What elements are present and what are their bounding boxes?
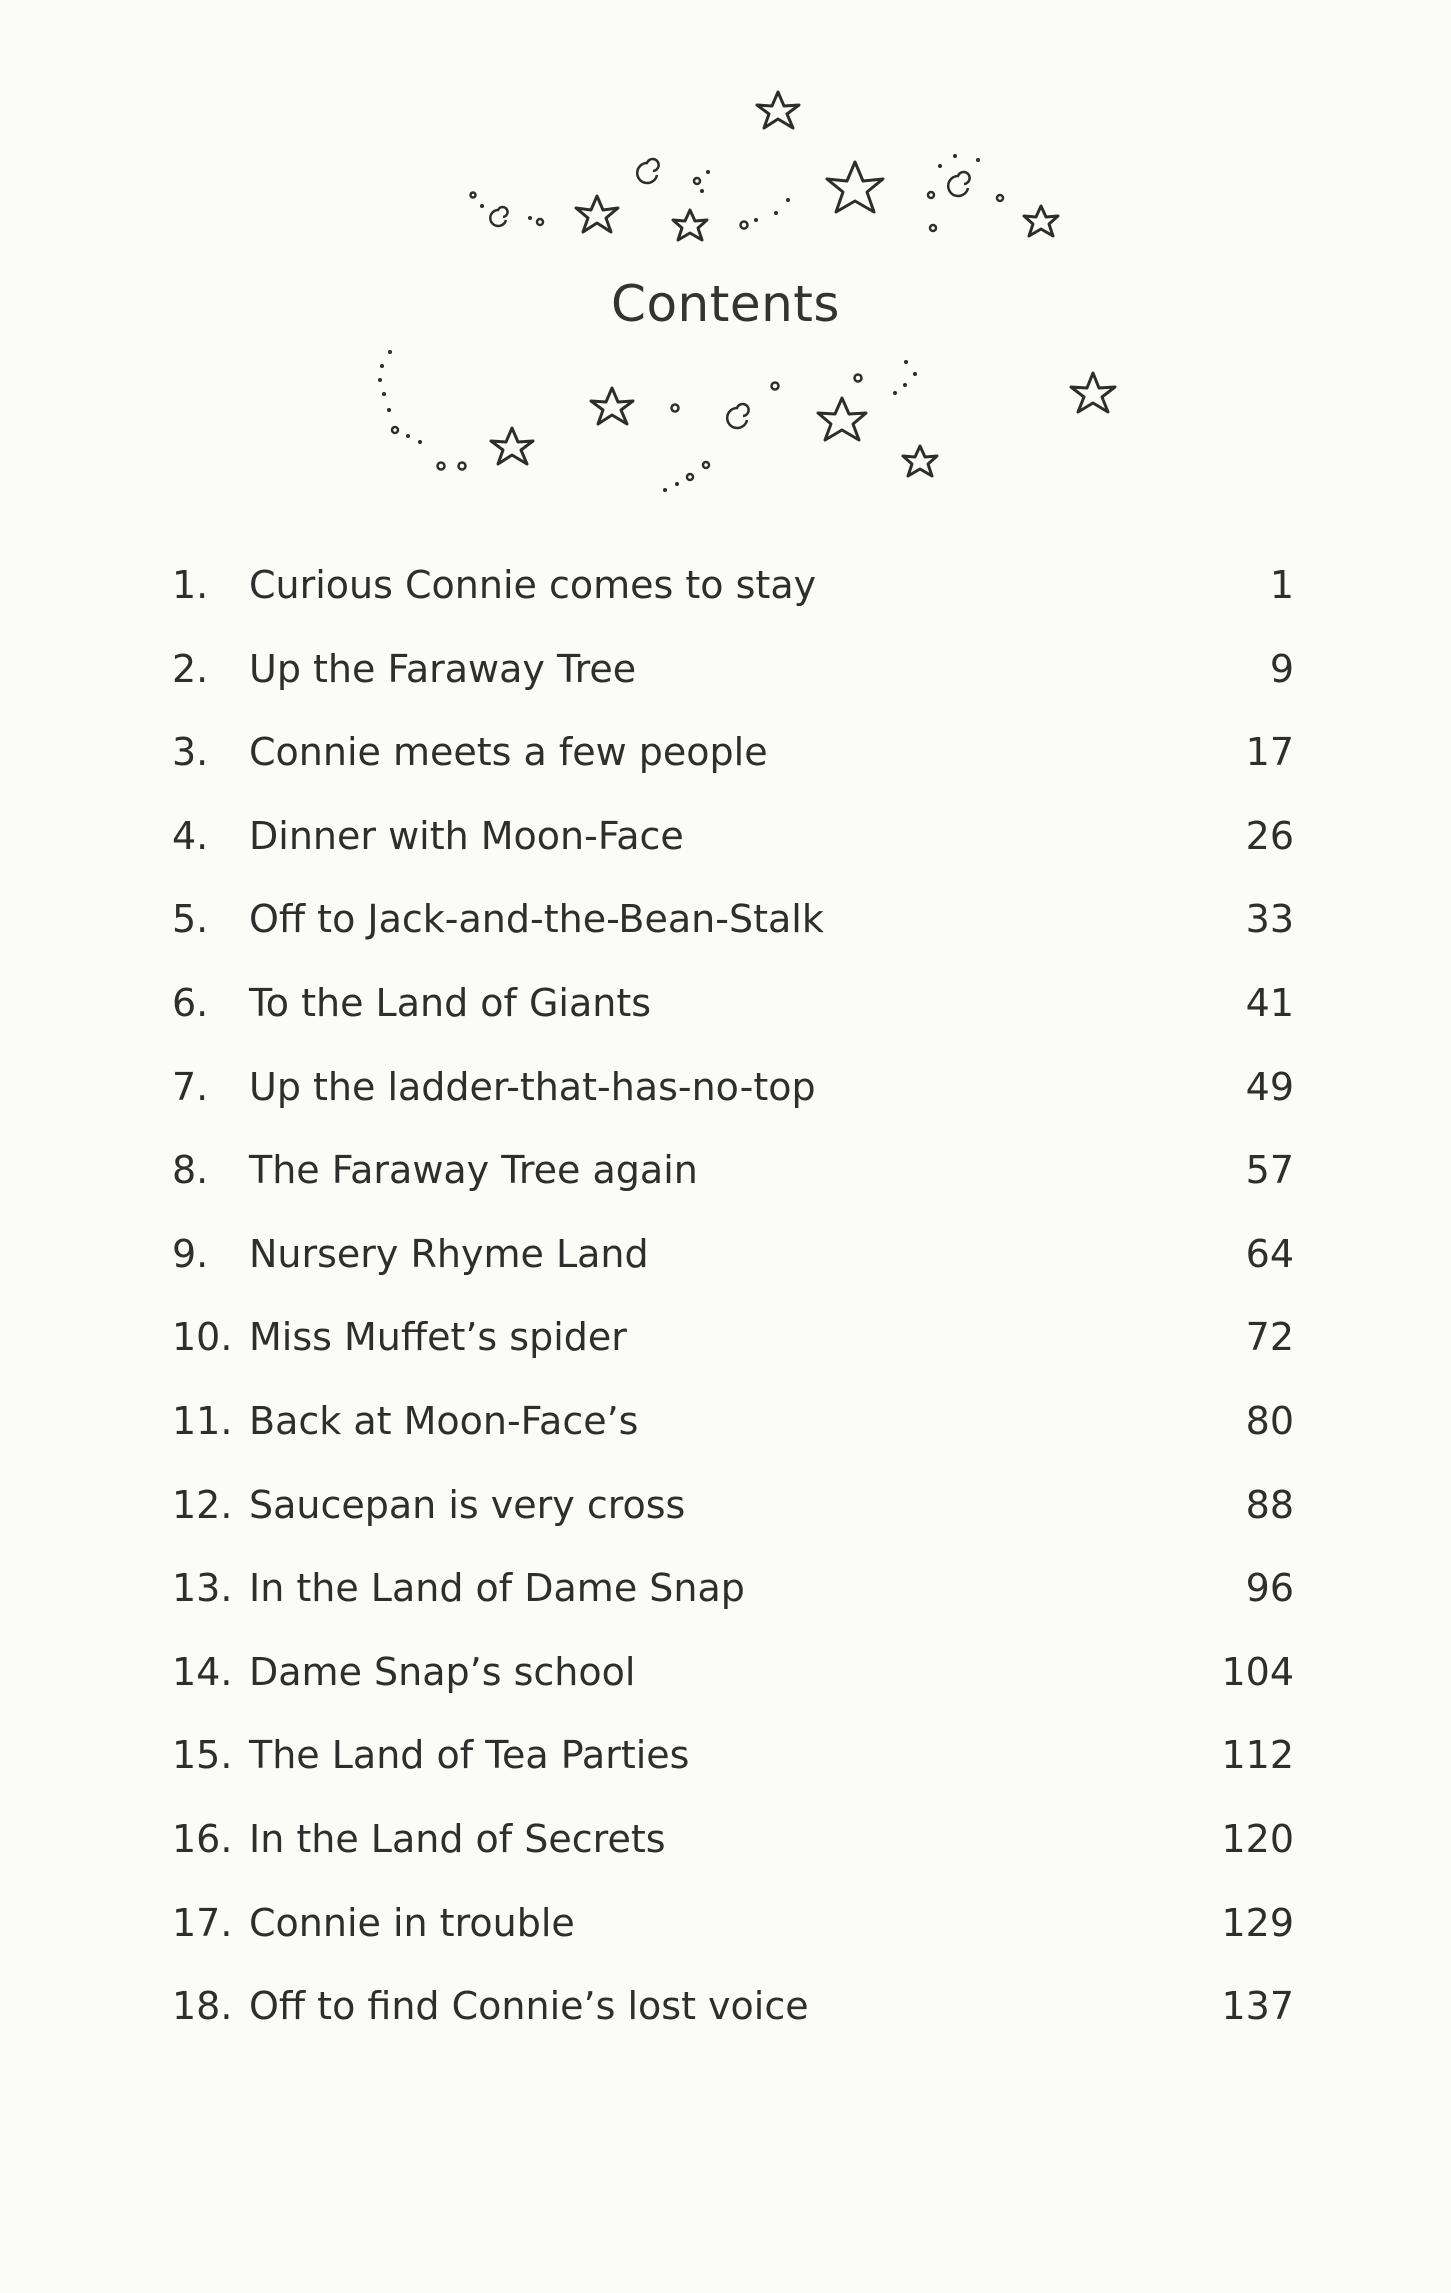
chapter-page-number: 137 (1221, 1984, 1294, 2029)
chapter-number: 3. (172, 730, 209, 775)
toc-entry (172, 1725, 1294, 1809)
chapter-number: 18. (172, 1984, 233, 2029)
toc-entry (172, 1475, 1294, 1559)
chapter-title: Connie meets a few people (249, 730, 768, 775)
chapter-page-number: 57 (1245, 1148, 1294, 1193)
chapter-page-number: 88 (1245, 1482, 1294, 1527)
chapter-title: Dinner with Moon-Face (249, 813, 684, 858)
chapter-page-number: 33 (1245, 897, 1294, 942)
stars-swirls-icon (0, 330, 1451, 510)
chapter-title: Dame Snap’s school (249, 1649, 636, 1694)
toc-entry (172, 722, 1294, 806)
chapter-number: 8. (172, 1148, 209, 1193)
chapter-page-number: 129 (1221, 1900, 1294, 1945)
toc-entry (172, 1057, 1294, 1141)
toc-entry (172, 639, 1294, 723)
chapter-title: In the Land of Dame Snap (249, 1566, 745, 1611)
toc-entry (172, 1809, 1294, 1893)
chapter-title: Up the Faraway Tree (249, 646, 637, 691)
chapter-page-number: 120 (1221, 1816, 1294, 1861)
chapter-title: Nursery Rhyme Land (249, 1231, 649, 1276)
chapter-page-number: 1 (1269, 563, 1294, 607)
chapter-number: 16. (172, 1816, 233, 1861)
chapter-title: Saucepan is very cross (249, 1482, 686, 1527)
chapter-title: In the Land of Secrets (249, 1816, 666, 1861)
toc-entry (172, 1642, 1294, 1726)
chapter-page-number: 49 (1245, 1064, 1294, 1109)
toc-entry (172, 555, 1294, 639)
toc-entry (172, 889, 1294, 973)
chapter-title: Back at Moon-Face’s (249, 1398, 639, 1443)
chapter-title: Off to find Connie’s lost voice (249, 1984, 809, 2029)
chapter-number: 4. (172, 813, 209, 858)
stars-swirls-icon (0, 60, 1451, 280)
chapter-page-number: 112 (1221, 1733, 1294, 1778)
toc-entry (172, 1307, 1294, 1391)
toc-entry (172, 1558, 1294, 1642)
toc-entry (172, 806, 1294, 890)
chapter-title: Curious Connie comes to stay (249, 563, 817, 607)
chapter-page-number: 96 (1245, 1566, 1294, 1611)
chapter-number: 13. (172, 1566, 233, 1611)
chapter-number: 14. (172, 1649, 233, 1694)
chapter-title: Up the ladder-that-has-no-top (249, 1064, 816, 1109)
chapter-number: 2. (172, 646, 209, 691)
chapter-title: The Faraway Tree again (249, 1148, 698, 1193)
chapter-page-number: 80 (1245, 1398, 1294, 1443)
toc-entry (172, 1893, 1294, 1977)
chapter-number: 17. (172, 1900, 233, 1945)
toc-entry (172, 1976, 1294, 2060)
chapter-page-number: 72 (1245, 1315, 1294, 1360)
chapter-page-number: 104 (1221, 1649, 1294, 1694)
chapter-number: 11. (172, 1398, 233, 1443)
toc-entry (172, 1140, 1294, 1224)
chapter-number: 15. (172, 1733, 233, 1778)
chapter-number: 9. (172, 1231, 209, 1276)
page-title: Contents (611, 275, 840, 333)
chapter-number: 5. (172, 897, 209, 942)
table-of-contents (172, 555, 1294, 2060)
toc-entry (172, 973, 1294, 1057)
chapter-number: 7. (172, 1064, 209, 1109)
chapter-page-number: 9 (1269, 646, 1294, 691)
chapter-title: The Land of Tea Parties (249, 1733, 690, 1778)
chapter-title: Connie in trouble (249, 1900, 575, 1945)
chapter-title: Off to Jack-and-the-Bean-Stalk (249, 897, 824, 942)
chapter-page-number: 26 (1245, 813, 1294, 858)
toc-entry (172, 1224, 1294, 1308)
chapter-page-number: 17 (1245, 730, 1294, 775)
chapter-number: 10. (172, 1315, 233, 1360)
toc-entry (172, 1391, 1294, 1475)
chapter-number: 1. (172, 563, 209, 607)
chapter-number: 6. (172, 980, 209, 1025)
chapter-title: Miss Muffet’s spider (249, 1315, 627, 1360)
chapter-page-number: 64 (1245, 1231, 1294, 1276)
chapter-number: 12. (172, 1482, 233, 1527)
chapter-title: To the Land of Giants (249, 980, 652, 1025)
chapter-page-number: 41 (1245, 980, 1294, 1025)
